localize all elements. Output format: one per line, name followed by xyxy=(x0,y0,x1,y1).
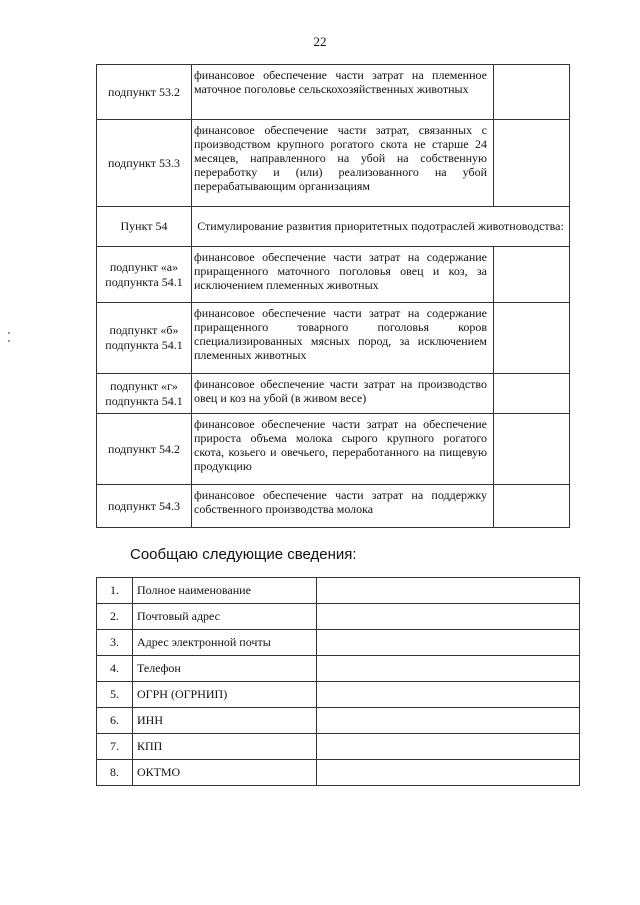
item-value-cell[interactable] xyxy=(494,303,570,374)
margin-mark xyxy=(8,326,12,356)
item-label: подпункт «б» подпункта 54.1 xyxy=(97,303,192,374)
subsidy-items-table xyxy=(96,64,570,528)
field-value[interactable] xyxy=(317,708,580,734)
item-label: подпункт «г» подпункта 54.1 xyxy=(97,374,192,414)
field-value[interactable] xyxy=(317,630,580,656)
item-value-cell[interactable] xyxy=(494,65,570,120)
section-header-row xyxy=(97,207,570,247)
item-description: финансовое обеспечение части затрат на обеспечение прироста объема молока сырого крупного рогатого скота, козьего и овечьего, переработанного на пищевую продукцию xyxy=(192,414,494,485)
table-row xyxy=(97,708,580,734)
row-number: 5. xyxy=(97,682,133,708)
item-label: подпункт «а» подпункта 54.1 xyxy=(97,247,192,303)
item-description: финансовое обеспечение части затрат на поддержку собственного производства молока xyxy=(192,485,494,528)
table-row xyxy=(97,734,580,760)
item-value-cell[interactable] xyxy=(494,414,570,485)
table-row xyxy=(97,120,570,207)
field-label: Полное наименование xyxy=(133,578,317,604)
row-number: 7. xyxy=(97,734,133,760)
item-value-cell[interactable] xyxy=(494,247,570,303)
table-row xyxy=(97,578,580,604)
field-label: ИНН xyxy=(133,708,317,734)
table-row xyxy=(97,247,570,303)
field-value[interactable] xyxy=(317,578,580,604)
field-value[interactable] xyxy=(317,760,580,786)
row-number: 3. xyxy=(97,630,133,656)
item-description: финансовое обеспечение части затрат на племенное маточное поголовье сельскохозяйственных животных xyxy=(192,65,494,120)
table-row xyxy=(97,303,570,374)
row-number: 8. xyxy=(97,760,133,786)
row-number: 2. xyxy=(97,604,133,630)
item-label: подпункт 53.3 xyxy=(97,120,192,207)
applicant-info-table xyxy=(96,577,580,786)
item-description: финансовое обеспечение части затрат на производство овец и коз на убой (в живом весе) xyxy=(192,374,494,414)
item-value-cell[interactable] xyxy=(494,485,570,528)
table-row xyxy=(97,414,570,485)
item-description: финансовое обеспечение части затрат, связанных с производством крупного рогатого скота не старше 24 месяцев, направленного на убой на собственную переработку и (или) реализованного на убой перерабатывающим организациям xyxy=(192,120,494,207)
item-description: финансовое обеспечение части затрат на содержание приращенного маточного поголовья овец и коз, за исключением племенных животных xyxy=(192,247,494,303)
table-row xyxy=(97,630,580,656)
section-title: Стимулирование развития приоритетных подотраслей животноводства: xyxy=(192,207,570,247)
field-value[interactable] xyxy=(317,734,580,760)
field-label: ОГРН (ОГРНИП) xyxy=(133,682,317,708)
field-label: Почтовый адрес xyxy=(133,604,317,630)
table-row xyxy=(97,656,580,682)
field-value[interactable] xyxy=(317,682,580,708)
item-label: подпункт 54.2 xyxy=(97,414,192,485)
field-label: ОКТМО xyxy=(133,760,317,786)
field-label: КПП xyxy=(133,734,317,760)
item-label: подпункт 53.2 xyxy=(97,65,192,120)
table-row xyxy=(97,65,570,120)
field-value[interactable] xyxy=(317,604,580,630)
section-label: Пункт 54 xyxy=(97,207,192,247)
item-value-cell[interactable] xyxy=(494,374,570,414)
field-value[interactable] xyxy=(317,656,580,682)
intro-text: Сообщаю следующие сведения: xyxy=(130,546,357,563)
row-number: 1. xyxy=(97,578,133,604)
field-label: Адрес электронной почты xyxy=(133,630,317,656)
table-row xyxy=(97,682,580,708)
field-label: Телефон xyxy=(133,656,317,682)
row-number: 4. xyxy=(97,656,133,682)
item-label: подпункт 54.3 xyxy=(97,485,192,528)
page-number: 22 xyxy=(313,34,327,49)
table-row xyxy=(97,485,570,528)
table-row xyxy=(97,760,580,786)
item-value-cell[interactable] xyxy=(494,120,570,207)
item-description: финансовое обеспечение части затрат на содержание приращенного товарного поголовья коров специализированных мясных пород, за исключением племенных животных xyxy=(192,303,494,374)
row-number: 6. xyxy=(97,708,133,734)
table-row xyxy=(97,604,580,630)
table-row xyxy=(97,374,570,414)
